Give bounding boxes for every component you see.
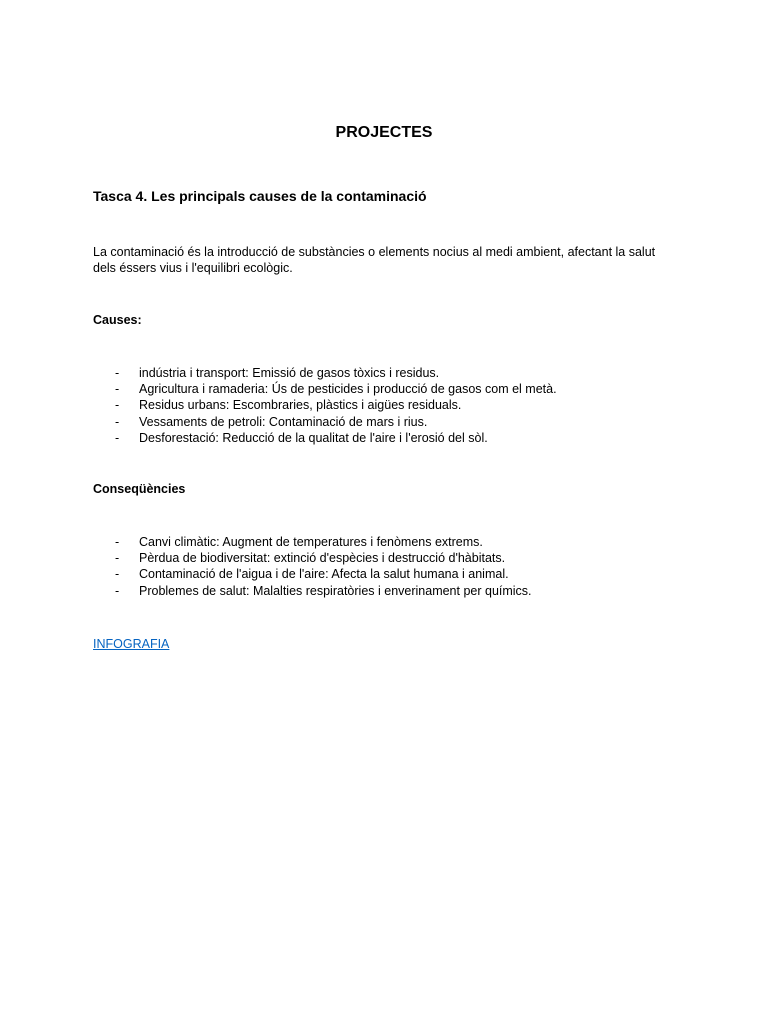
list-item bbox=[115, 566, 532, 582]
list-item bbox=[115, 534, 532, 550]
bullet-marker: - bbox=[115, 551, 120, 566]
list-item-text: indústria i transport: Emissió de gasos tòxics i residus. bbox=[139, 366, 440, 380]
bullet-marker: - bbox=[115, 535, 120, 549]
intro-paragraph: La contaminació és la introducció de substàncies o elements nocius al medi ambient, afectant la salut dels éssers vius i l'equilibri ecològic. bbox=[93, 245, 656, 275]
list-item bbox=[115, 381, 557, 397]
list-item bbox=[115, 430, 557, 446]
causes-heading: Causes: bbox=[93, 313, 142, 327]
list-item-text: Problemes de salut: Malalties respiratòries i enverinament per químics. bbox=[139, 583, 532, 598]
infografia-link[interactable]: INFOGRAFIA bbox=[93, 637, 170, 651]
causes-list bbox=[115, 365, 557, 446]
list-item-text: Residus urbans: Escombraries, plàstics i aigües residuals. bbox=[139, 398, 462, 413]
bullet-marker: - bbox=[115, 414, 120, 429]
consequences-heading: Conseqüències bbox=[93, 482, 186, 496]
bullet-marker: - bbox=[115, 430, 120, 445]
list-item-text: Canvi climàtic: Augment de temperatures i fenòmens extrems. bbox=[139, 535, 483, 549]
list-item bbox=[115, 414, 557, 430]
bullet-marker: - bbox=[115, 366, 120, 380]
page-title: PROJECTES bbox=[335, 124, 433, 141]
list-item bbox=[115, 397, 557, 413]
bullet-marker: - bbox=[115, 567, 120, 582]
bullet-marker: - bbox=[115, 398, 120, 413]
list-item bbox=[115, 583, 532, 599]
list-item bbox=[115, 365, 557, 381]
task-subtitle: Tasca 4. Les principals causes de la contaminació bbox=[93, 188, 427, 204]
bullet-marker: - bbox=[115, 382, 120, 397]
consequences-list bbox=[115, 534, 532, 599]
list-item-text: Vessaments de petroli: Contaminació de mars i rius. bbox=[139, 414, 428, 429]
list-item-text: Desforestació: Reducció de la qualitat de l'aire i l'erosió del sòl. bbox=[139, 430, 488, 445]
list-item-text: Agricultura i ramaderia: Ús de pesticides i producció de gasos com el metà. bbox=[139, 382, 557, 397]
list-item-text: Pèrdua de biodiversitat: extinció d'espècies i destrucció d'hàbitats. bbox=[139, 551, 506, 566]
bullet-marker: - bbox=[115, 583, 120, 598]
list-item-text: Contaminació de l'aigua i de l'aire: Afecta la salut humana i animal. bbox=[139, 567, 509, 582]
list-item bbox=[115, 550, 532, 566]
